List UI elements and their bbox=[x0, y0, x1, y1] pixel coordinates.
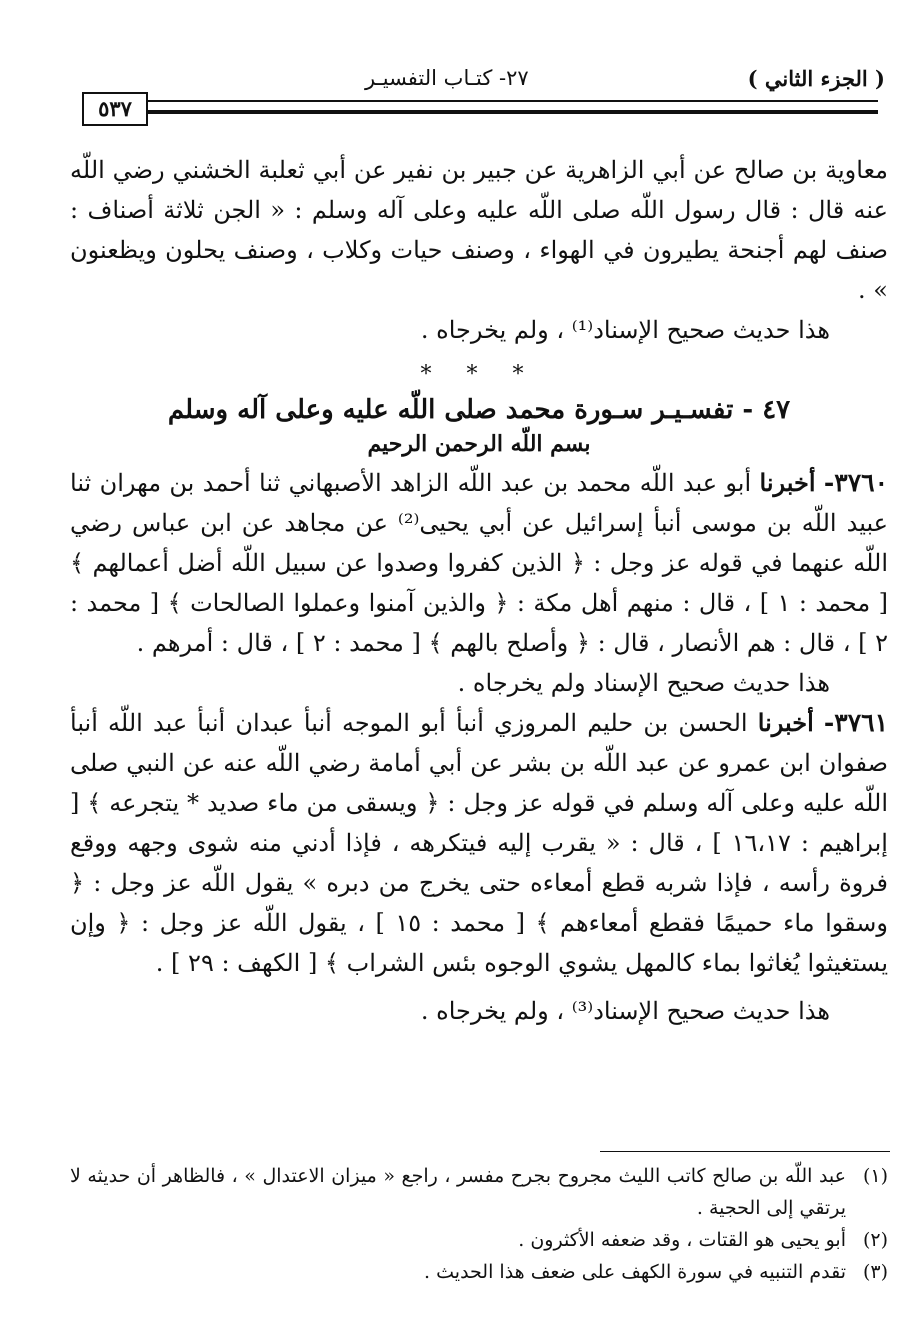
hadith-number: ٣٧٦٠- bbox=[823, 468, 889, 497]
footnote-text: تقدم التنبيه في سورة الكهف على ضعف هذا الحديث . bbox=[424, 1261, 846, 1283]
running-header bbox=[75, 66, 885, 96]
footnote-rule bbox=[600, 1151, 890, 1152]
footnote-mark: (٣) bbox=[862, 1261, 888, 1283]
footnote-1 bbox=[70, 1160, 888, 1224]
footnote-2 bbox=[70, 1224, 888, 1256]
hadith-opening: أخبرنا bbox=[759, 468, 816, 497]
section-divider-stars: * * * bbox=[420, 362, 538, 387]
volume-label: ( الجزء الثاني ) bbox=[747, 66, 885, 91]
footnotes bbox=[70, 1160, 888, 1288]
ruling-3761: هذا حديث صحيح الإسناد⁽³⁾ ، ولم يخرجاه . bbox=[420, 997, 830, 1025]
hadith-number: ٣٧٦١- bbox=[823, 708, 888, 737]
header-rule-thin bbox=[146, 100, 878, 102]
section-label: ٢٧- كتـاب التفسيـر bbox=[365, 66, 529, 90]
main-text bbox=[70, 150, 888, 1031]
hadith-3761 bbox=[70, 703, 888, 983]
hadith-text: أبو عبد اللّه محمد بن عبد اللّه الزاهد الأصبهاني ثنا أحمد بن مهران ثنا عبيد اللّه بن موسى أنبأ إسرائيل عن أبي يحيى⁽²⁾ عن مجاهد عن ابن عباس رضي اللّه عنهما في قوله عز وجل : ﴿ الذين كفروا وصدوا عن سبيل اللّه أضل أعمالهم ﴾ [ محمد : ١ ] ، قال : منهم أهل مكة : ﴿ والذين آمنوا وعملوا الصالحات ﴾ [ محمد : ٢ ] ، قال : هم الأنصار ، قال : ﴿ وأصلح بالهم ﴾ [ محمد : ٢ ] ، قال : أمرهم . bbox=[70, 469, 889, 657]
footnote-text: عبد اللّه بن صالح كاتب الليث مجروح بجرح مفسر ، راجع « ميزان الاعتدال » ، فالظاهر أن حديثه لا يرتقي إلى الحجية . bbox=[70, 1165, 846, 1219]
paragraph-continued: معاوية بن صالح عن أبي الزاهرية عن جبير بن نفير عن أبي ثعلبة الخشني رضي اللّه عنه قال : قال رسول اللّه صلى اللّه عليه وعلى آله وسلم : « الجن ثلاثة أصناف : صنف لهم أجنحة يطيرون في الهواء ، وصنف حيات وكلاب ، وصنف يحلون ويظعنون » . bbox=[70, 156, 888, 304]
footnote-mark: (٢) bbox=[862, 1229, 888, 1251]
footnote-mark: (١) bbox=[862, 1165, 888, 1187]
footnote-text: أبو يحيى هو القتات ، وقد ضعفه الأكثرون . bbox=[518, 1229, 846, 1251]
hadith-text: الحسن بن حليم المروزي أنبأ أبو الموجه أنبأ عبدان أنبأ عبد اللّه أنبأ صفوان ابن عمرو عن عبد اللّه بن بشر عن أبي أمامة رضي اللّه عنه عن النبي صلى اللّه عليه وعلى آله وسلم في قوله عز وجل : ﴿ ويسقى من ماء صديد * يتجرعه ﴾ [ إبراهيم : ١٦،١٧ ] ، قال : « يقرب إليه فيتكرهه ، فإذا أدني منه شوى وجهه ووقع فروة رأسه ، فإذا شربه قطع أمعاءه حتى يخرج من دبره » يقول اللّه عز وجل : ﴿ وسقوا ماء حميمًا فقطع أمعاءهم ﴾ [ محمد : ١٥ ] ، يقول اللّه عز وجل : ﴿ وإن يستغيثوا يُغاثوا بماء كالمهل يشوي الوجوه بئس الشراب ﴾ [ الكهف : ٢٩ ] . bbox=[70, 709, 888, 977]
ruling-3760: هذا حديث صحيح الإسناد ولم يخرجاه . bbox=[457, 669, 830, 697]
hadith-3760 bbox=[70, 463, 888, 663]
page-number: ٥٣٧ bbox=[82, 92, 148, 126]
footnote-3 bbox=[70, 1256, 888, 1288]
ruling-1: هذا حديث صحيح الإسناد⁽¹⁾ ، ولم يخرجاه . bbox=[420, 316, 830, 344]
hadith-opening: أخبرنا bbox=[757, 708, 814, 737]
header-rule-thick bbox=[146, 110, 878, 114]
chapter-title: ٤٧ - تفسـيـر سـورة محمد صلى اللّه عليه وعلى آله وسلم bbox=[167, 395, 791, 425]
basmala: بسم اللّه الرحمن الرحيم bbox=[367, 431, 591, 457]
